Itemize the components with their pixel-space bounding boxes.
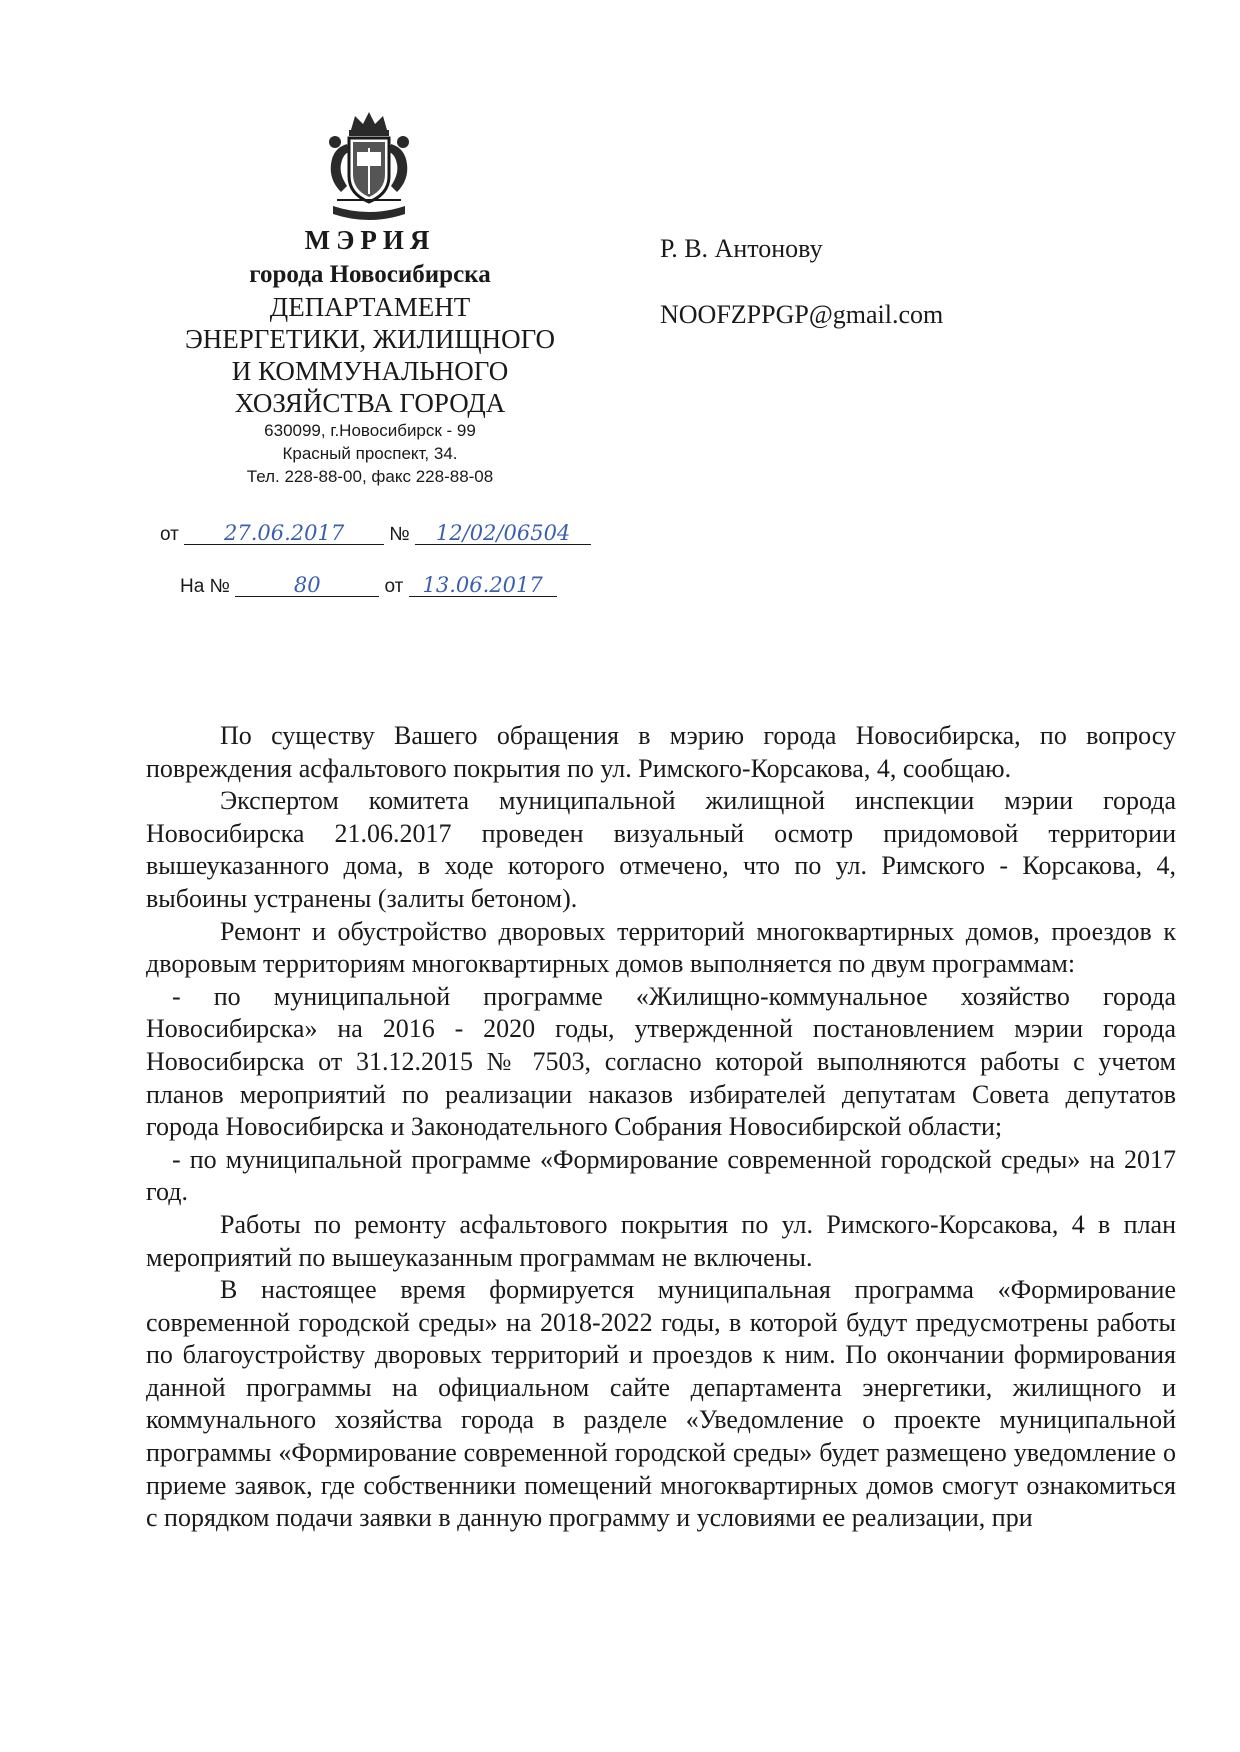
outgoing-date: 27.06.2017	[184, 522, 384, 545]
department-line: И КОММУНАЛЬНОГО	[231, 356, 509, 386]
address-line: Красный проспект, 34.	[282, 444, 458, 463]
outgoing-registration	[160, 522, 591, 546]
letter-body	[146, 720, 1176, 1535]
body-paragraph: Работы по ремонту асфальтового покрытия по ул. Римского-Корсакова, 4 в план мероприятий по вышеуказанным программам не включены.	[146, 1209, 1176, 1272]
reply-registration	[180, 574, 557, 598]
date-prefix: от	[160, 524, 179, 545]
recipient-email: NOOFZPPGP@gmail.com	[660, 300, 944, 329]
body-paragraph: По существу Вашего обращения в мэрию города Новосибирска, по вопросу повреждения асфальтового покрытия по ул. Римского-Корсакова, 4, сообщаю.	[146, 721, 1176, 783]
department-line: ДЕПАРТАМЕНТ	[269, 292, 471, 322]
mayor-title: МЭРИЯ	[304, 225, 436, 255]
reply-date: 13.06.2017	[409, 574, 557, 597]
reply-number: 80	[235, 574, 379, 597]
coat-of-arms-icon	[313, 108, 425, 228]
reply-prefix: На №	[180, 576, 230, 597]
body-paragraph: Экспертом комитета муниципальной жилищной инспекции мэрии города Новосибирска 21.06.2017 проведен визуальный осмотр придомовой территории вышеуказанного дома, в ходе которого отмечено, что по ул. Римского - Корсакова, 4, выбоины устранены (залиты бетоном).	[146, 786, 1176, 913]
recipient-block	[660, 232, 943, 332]
reply-date-prefix: от	[384, 576, 404, 597]
body-list-item: - по муниципальной программе «Формирование современной городской среды» на 2017 год.	[146, 1144, 1176, 1207]
department-line: ХОЗЯЙСТВА ГОРОДА	[234, 388, 506, 418]
department-line: ЭНЕРГЕТИКИ, ЖИЛИЩНОГО	[184, 324, 556, 354]
outgoing-number: 12/02/06504	[415, 522, 591, 545]
address-line: 630099, г.Новосибирск - 99	[264, 421, 476, 440]
body-paragraph: В настоящее время формируется муниципальная программа «Формирование современной городской среды» на 2018-2022 годы, в которой будут предусмотрены работы по благоустройству дворовых территорий и проездов к ним. По окончании формирования данной программы на официальном сайте департамента энергетики, жилищного и коммунального хозяйства города в разделе «Уведомление о проекте муниципальной программы «Формирование современной городской среды» будет размещено уведомление о приеме заявок, где собственники помещений многоквартирных домов смогут ознакомиться с порядком подачи заявки в данную программу и условиями ее реализации, при	[146, 1275, 1176, 1533]
recipient-name: Р. В. Антонову	[660, 234, 823, 263]
letterhead	[160, 222, 580, 488]
body-list-item: - по муниципальной программе «Жилищно-коммунальное хозяйство города Новосибирска» на 2016 - 2020 годы, утвержденной постановлением мэрии города Новосибирска от 31.12.2015 № 7503, согласно которой выполняются работы с учетом планов мероприятий по реализации наказов избирателей депутатам Совета депутатов города Новосибирска и Законодательного Собрания Новосибирской области;	[146, 981, 1176, 1142]
number-prefix: №	[389, 524, 410, 545]
phone-fax-line: Тел. 228-88-00, факс 228-88-08	[246, 467, 494, 486]
city-title: города Новосибирска	[249, 261, 491, 288]
body-paragraph: Ремонт и обустройство дворовых территорий многоквартирных домов, проездов к дворовым территориям многоквартирных домов выполняется по двум программам:	[146, 916, 1176, 979]
